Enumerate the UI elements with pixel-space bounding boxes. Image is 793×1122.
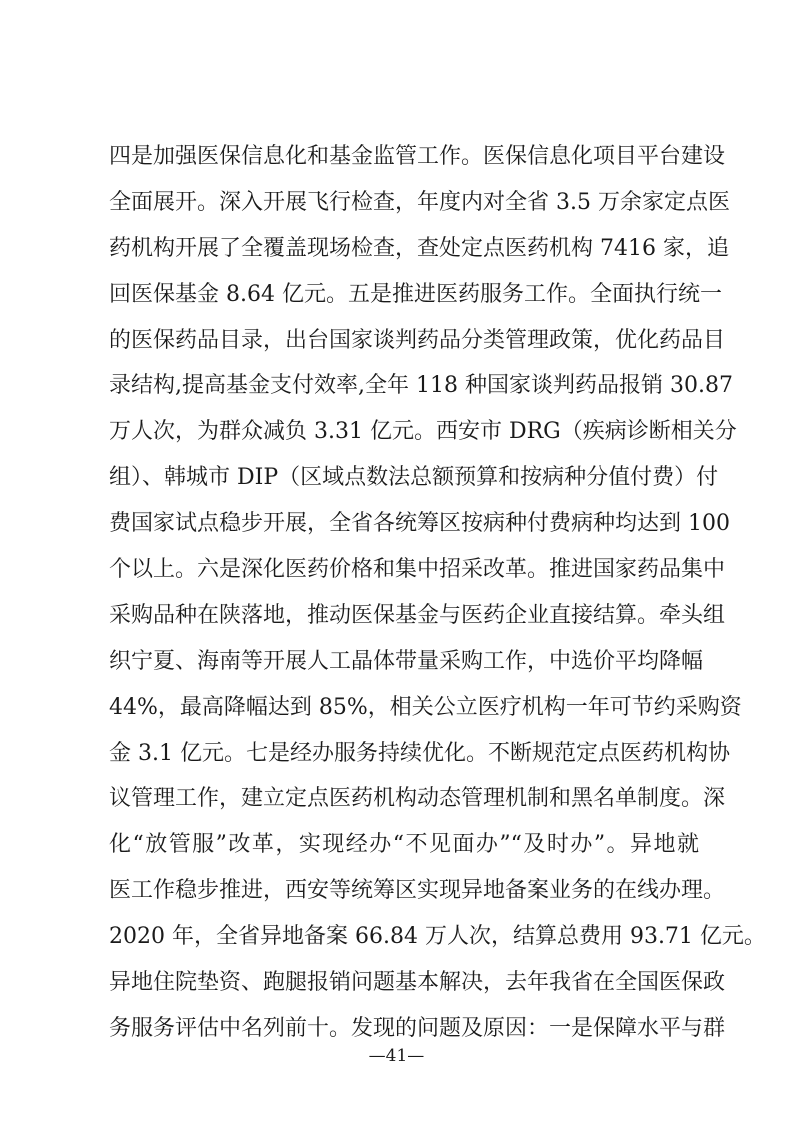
text-line: 织宁夏、海南等开展人工晶体带量采购工作，中选价平均降幅 <box>109 648 704 674</box>
body-text <box>109 134 766 1052</box>
text-line: 费国家试点稳步开展，全省各统筹区按病种付费病种均达到 100 <box>109 511 730 537</box>
text-line: 万人次，为群众减负 3.31 亿元。西安市 DRG（疾病诊断相关分 <box>109 419 737 445</box>
text-line: 医工作稳步推进，西安等统筹区实现异地备案业务的在线办理。 <box>109 878 726 904</box>
text-line: 异地住院垫资、跑腿报销问题基本解决，去年我省在全国医保政 <box>109 970 726 996</box>
text-line: 全面展开。深入开展飞行检查，年度内对全省 3.5 万余家定点医 <box>109 189 730 215</box>
text-line: 个以上。六是深化医药价格和集中招采改革。推进国家药品集中 <box>109 557 726 583</box>
text-line: 化“放管服”改革，实现经办“不见面办”“及时办”。异地就 <box>109 832 699 858</box>
text-line: 组）、韩城市 DIP（区域点数法总额预算和按病种分值付费）付 <box>109 465 719 491</box>
text-line: 务服务评估中名列前十。发现的问题及原因：一是保障水平与群 <box>109 1015 726 1041</box>
text-line: 议管理工作，建立定点医药机构动态管理机制和黑名单制度。深 <box>109 786 726 812</box>
text-line: 四是加强医保信息化和基金监管工作。医保信息化项目平台建设 <box>109 144 726 169</box>
text-line: 44%，最高降幅达到 85%，相关公立医疗机构一年可节约采购资 <box>109 694 742 720</box>
text-line: 回医保基金 8.64 亿元。五是推进医药服务工作。全面执行统一 <box>109 281 722 307</box>
text-line: 药机构开展了全覆盖现场检查，查处定点医药机构 7416 家，追 <box>109 235 729 261</box>
text-line: 2020 年，全省异地备案 66.84 万人次，结算总费用 93.71 亿元。 <box>109 924 766 950</box>
text-line: 录结构,提高基金支付效率,全年 118 种国家谈判药品报销 30.87 <box>109 373 733 399</box>
page-number: —41— <box>368 1046 425 1066</box>
text-line: 采购品种在陕落地，推动医保基金与医药企业直接结算。牵头组 <box>109 602 726 628</box>
text-line: 的医保药品目录，出台国家谈判药品分类管理政策，优化药品目 <box>109 327 726 353</box>
text-line: 金 3.1 亿元。七是经办服务持续优化。不断规范定点医药机构协 <box>109 740 730 766</box>
